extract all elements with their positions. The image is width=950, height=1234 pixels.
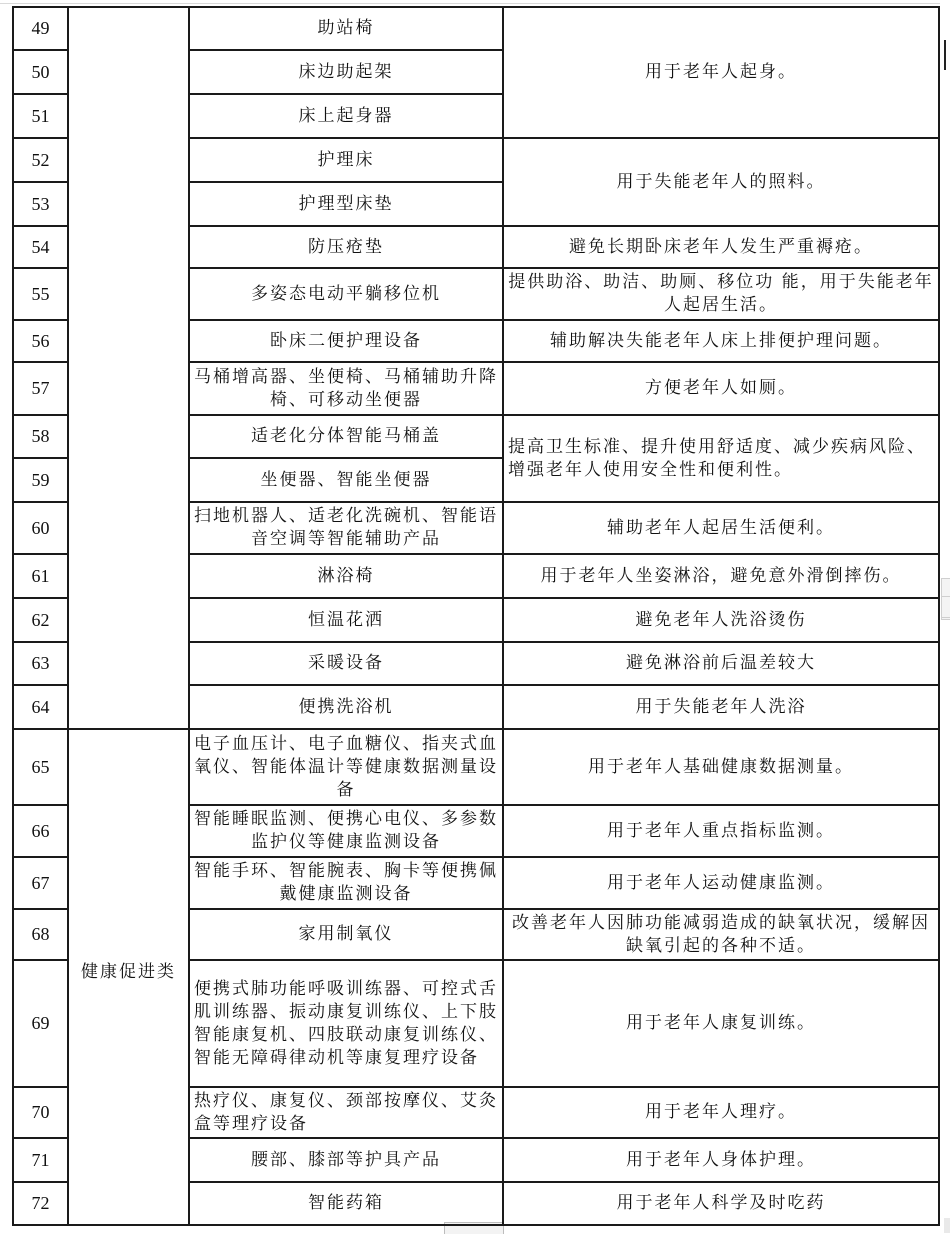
product-name: 床边助起架 [189, 50, 503, 94]
scroll-marker[interactable] [941, 596, 950, 618]
product-name: 助站椅 [189, 7, 503, 50]
row-number: 51 [13, 94, 68, 138]
row-number: 50 [13, 50, 68, 94]
table-row [13, 729, 939, 805]
product-name: 坐便器、智能坐便器 [189, 458, 503, 502]
usage-text: 辅助老年人起居生活便利。 [503, 502, 939, 554]
product-name: 便携式肺功能呼吸训练器、可控式舌肌训练器、振动康复训练仪、上下肢智能康复机、四肢联动康复训练仪、智能无障碍律动机等康复理疗设备 [189, 960, 503, 1087]
usage-text: 用于老年人运动健康监测。 [503, 857, 939, 909]
usage-text: 改善老年人因肺功能减弱造成的缺氧状况，缓解因缺氧引起的各种不适。 [503, 909, 939, 960]
row-number: 61 [13, 554, 68, 598]
product-name: 护理床 [189, 138, 503, 182]
row-number: 58 [13, 415, 68, 458]
usage-text: 用于老年人坐姿淋浴，避免意外滑倒摔伤。 [503, 554, 939, 598]
row-number: 62 [13, 598, 68, 642]
product-name: 卧床二便护理设备 [189, 320, 503, 362]
product-name: 便携洗浴机 [189, 685, 503, 729]
product-name: 床上起身器 [189, 94, 503, 138]
row-number: 63 [13, 642, 68, 685]
row-number: 57 [13, 362, 68, 415]
row-number: 64 [13, 685, 68, 729]
row-number: 55 [13, 268, 68, 320]
product-table [12, 6, 940, 1226]
product-name: 电子血压计、电子血糖仪、指夹式血氧仪、智能体温计等健康数据测量设备 [189, 729, 503, 805]
row-number: 72 [13, 1182, 68, 1225]
product-name: 适老化分体智能马桶盖 [189, 415, 503, 458]
usage-text: 用于老年人起身。 [503, 7, 939, 138]
scrollbar-corner [944, 1218, 950, 1233]
row-number: 70 [13, 1087, 68, 1138]
row-number: 60 [13, 502, 68, 554]
row-number: 65 [13, 729, 68, 805]
usage-text: 用于老年人身体护理。 [503, 1138, 939, 1182]
top-border-line [0, 3, 940, 4]
product-name: 多姿态电动平躺移位机 [189, 268, 503, 320]
product-name: 恒温花洒 [189, 598, 503, 642]
product-name: 智能手环、智能腕表、胸卡等便携佩戴健康监测设备 [189, 857, 503, 909]
row-number: 56 [13, 320, 68, 362]
usage-text: 避免淋浴前后温差较大 [503, 642, 939, 685]
product-name: 采暖设备 [189, 642, 503, 685]
product-name: 腰部、膝部等护具产品 [189, 1138, 503, 1182]
usage-text: 用于老年人重点指标监测。 [503, 805, 939, 857]
table-row [13, 7, 939, 50]
usage-text: 提供助浴、助洁、助厕、移位功 能，用于失能老年人起居生活。 [503, 268, 939, 320]
product-name: 护理型床垫 [189, 182, 503, 226]
row-number: 59 [13, 458, 68, 502]
usage-text: 避免长期卧床老年人发生严重褥疮。 [503, 226, 939, 268]
usage-text: 用于失能老年人的照料。 [503, 138, 939, 226]
usage-text: 用于老年人基础健康数据测量。 [503, 729, 939, 805]
row-number: 54 [13, 226, 68, 268]
product-name: 热疗仪、康复仪、颈部按摩仪、艾灸盒等理疗设备 [189, 1087, 503, 1138]
product-name: 马桶增高器、坐便椅、马桶辅助升降椅、可移动坐便器 [189, 362, 503, 415]
row-number: 52 [13, 138, 68, 182]
usage-text: 方便老年人如厕。 [503, 362, 939, 415]
category-cell [68, 7, 189, 729]
row-number: 71 [13, 1138, 68, 1182]
row-number: 49 [13, 7, 68, 50]
product-name: 智能睡眠监测、便携心电仪、多参数监护仪等健康监测设备 [189, 805, 503, 857]
product-name: 扫地机器人、适老化洗碗机、智能语音空调等智能辅助产品 [189, 502, 503, 554]
row-number: 67 [13, 857, 68, 909]
usage-text: 避免老年人洗浴烫伤 [503, 598, 939, 642]
product-name: 家用制氧仪 [189, 909, 503, 960]
usage-text: 用于老年人理疗。 [503, 1087, 939, 1138]
usage-text: 用于老年人康复训练。 [503, 960, 939, 1087]
text-cursor [944, 40, 946, 70]
usage-text: 提高卫生标准、提升使用舒适度、减少疾病风险、增强老年人使用安全性和便利性。 [503, 415, 939, 502]
usage-text: 用于失能老年人洗浴 [503, 685, 939, 729]
row-number: 53 [13, 182, 68, 226]
product-name: 淋浴椅 [189, 554, 503, 598]
row-number: 68 [13, 909, 68, 960]
row-number: 69 [13, 960, 68, 1087]
usage-text: 辅助解决失能老年人床上排便护理问题。 [503, 320, 939, 362]
document-page [12, 6, 938, 1226]
category-cell: 健康促进类 [68, 729, 189, 1225]
row-number: 66 [13, 805, 68, 857]
usage-text: 用于老年人科学及时吃药 [503, 1182, 939, 1225]
product-name: 防压疮垫 [189, 226, 503, 268]
product-name: 智能药箱 [189, 1182, 503, 1225]
